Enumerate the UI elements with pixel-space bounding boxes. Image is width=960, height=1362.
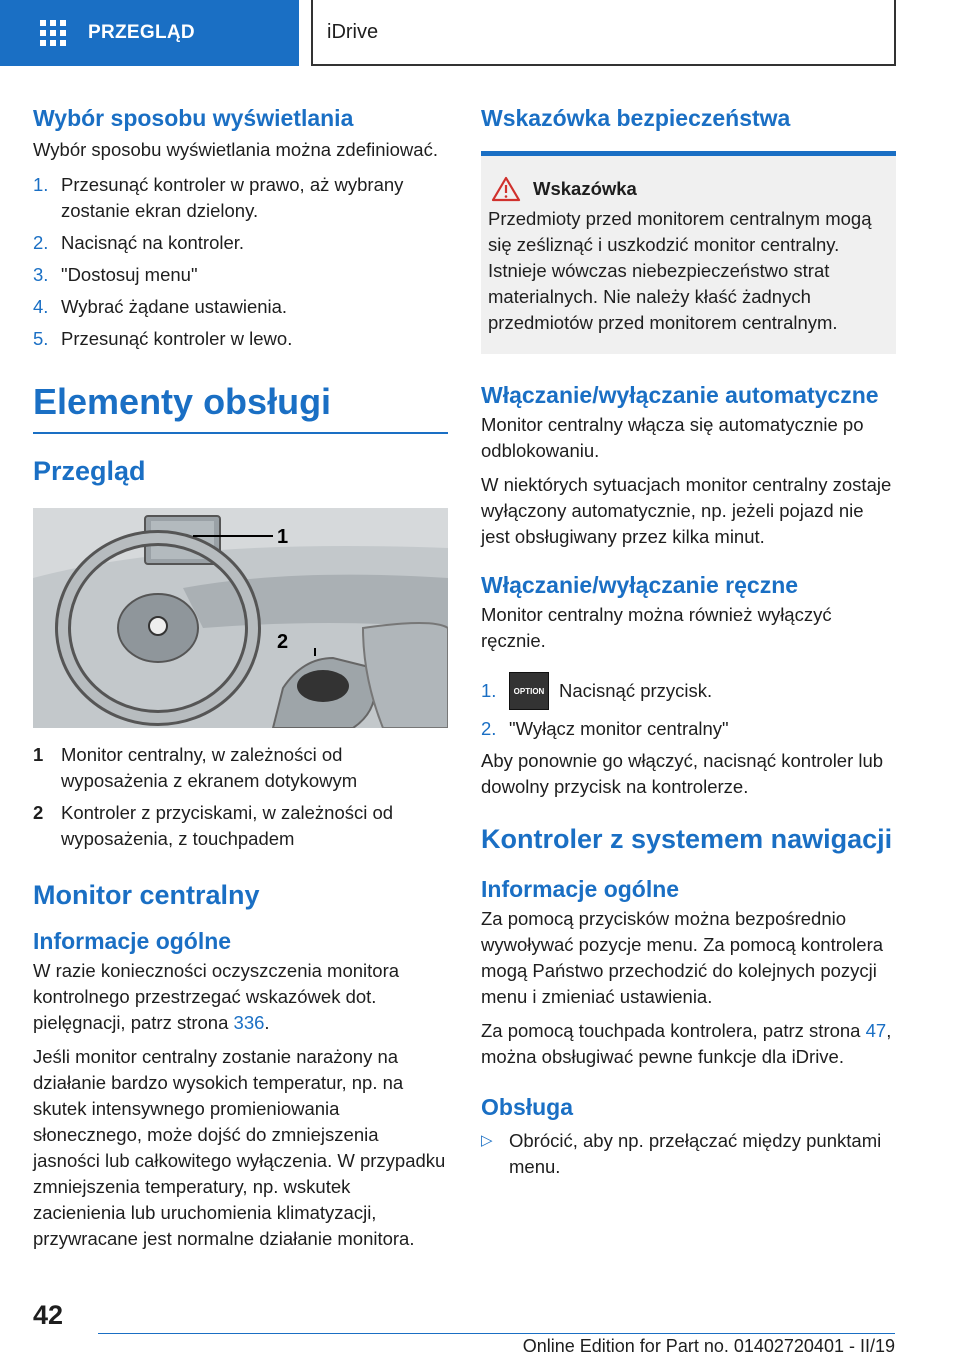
page-link-336[interactable]: 336 (233, 1012, 265, 1033)
notice-text: Przedmioty przed monitorem centralnym mogą się ześliznąć i uszkodzić monitor centralny. Istnieje wówczas niebezpieczeństwo strat materialnych. Nie należy kłaść żadnych przedmiotów przed monitorem centralnym. (488, 208, 872, 333)
grid-icon (40, 20, 66, 46)
cockpit-illustration (33, 508, 448, 728)
auto-paragraph-1: Monitor centralny włącza się automatycznie po odblokowaniu. (481, 414, 864, 461)
auto-paragraph-2: W niektórych sytuacjach monitor centralny zostaje wyłączony automatycznie, np. jeżeli pojazd nie jest obsługiwany przez kilka minut. (481, 474, 892, 547)
overview-heading: Przegląd (33, 456, 146, 486)
list-item: 4. Wybrać żądane ustawienia. (33, 296, 288, 317)
list-item: 5. Przesunąć kontroler w lewo. (33, 328, 293, 349)
display-mode-steps (33, 172, 448, 352)
option-button-icon: OPTION (509, 672, 549, 710)
manual-heading: Włączanie/wyłączanie ręczne (481, 572, 799, 598)
nav-heading: Kontroler z systemem nawigacji (481, 824, 893, 854)
footer-edition: Online Edition for Part no. 01402720401 - II/19 (522, 1336, 895, 1356)
warning-icon (491, 176, 521, 202)
list-item: 2. Nacisnąć na kontroler. (33, 232, 245, 253)
list-item: 1. Przesunąć kontroler w prawo, aż wybrany zostanie ekran dzielony. (33, 174, 404, 221)
header-section-tab[interactable] (0, 0, 299, 66)
manual-paragraph-2: Aby ponownie go włączyć, nacisnąć kontroler lub dowolny przycisk na kontrolerze. (481, 750, 884, 797)
page-link-47[interactable]: 47 (865, 1020, 887, 1041)
general-info-heading: Informacje ogólne (33, 928, 232, 954)
notice-box (481, 156, 896, 354)
controls-heading: Elementy obsługi (33, 381, 332, 422)
temperature-paragraph: Jeśli monitor centralny zostanie narażony na działanie bardzo wysokich temperatur, np. na skutek intensywnego promieniowania słonecznego, może dojść do zmniejszenia jasności lub całkowitego wyłączenia. W przypadku zmniejszenia temperatury, np. wskutek zacienienia lub uruchomienia klimatyzacji, przywracane jest normalne działanie monitora. (33, 1046, 446, 1249)
display-mode-heading: Wybór sposobu wyświetlania (33, 105, 354, 131)
page-number: 42 (33, 1300, 64, 1330)
svg-text:2: 2 (277, 631, 289, 653)
nav-paragraph-2: Za pomocą touchpada kontrolera, patrz strona 47, można obsługiwać pewne funkcje dla iDrive. (481, 1020, 892, 1067)
notice-title (491, 176, 889, 202)
nav-info-heading: Informacje ogólne (481, 876, 680, 902)
cockpit-drawing (33, 508, 448, 728)
notice-label: Wskazówka (533, 178, 637, 199)
safety-heading: Wskazówka bezpieczeństwa (481, 105, 791, 131)
list-item: 3. "Dostosuj menu" (33, 264, 198, 285)
auto-heading: Włączanie/wyłączanie automatyczne (481, 382, 879, 408)
header-chapter-title (311, 0, 896, 66)
left-column (33, 95, 448, 1252)
nav-paragraph-1: Za pomocą przycisków można bezpośrednio wywoływać pozycje menu. Za pomocą kontrolera mogą Państwo przechodzić do kolejnych pozycji menu i zmieniać ustawienia. (481, 908, 884, 1007)
care-paragraph: W razie konieczności oczyszczenia monitora kontrolnego przestrzegać wskazówek dot. pielęgnacji, patrz strona 336. (33, 960, 400, 1033)
chapter-label: iDrive (327, 20, 379, 43)
monitor-heading: Monitor centralny (33, 880, 260, 910)
header-tab-label: PRZEGLĄD (88, 22, 195, 43)
list-item: ▷ Obrócić, aby np. przełączać między punktami menu. (481, 1128, 896, 1180)
list-item: 1 Monitor centralny, w zależności od wyposażenia z ekranem dotykowym (33, 744, 358, 791)
list-item: 2. "Wyłącz monitor centralny" (481, 718, 729, 739)
controls-heading-wrap (33, 380, 448, 434)
list-item: 1. OPTION Nacisnąć przycisk. (481, 672, 896, 710)
safety-notice (481, 151, 896, 354)
overview-callouts (33, 742, 448, 852)
list-item: 2 Kontroler z przyciskami, w zależności od wyposażenia, z touchpadem (33, 802, 394, 849)
footer-divider (98, 1333, 895, 1334)
svg-text:1: 1 (277, 526, 289, 548)
right-column (481, 95, 896, 1180)
operation-heading: Obsługa (481, 1094, 574, 1120)
display-mode-intro: Wybór sposobu wyświetlania można zdefiniować. (33, 139, 438, 160)
manual-steps (481, 672, 896, 742)
manual-paragraph-1: Monitor centralny można również wyłączyć ręcznie. (481, 604, 832, 651)
triangle-bullet-icon: ▷ (481, 1132, 493, 1149)
operation-bullets (481, 1128, 896, 1180)
